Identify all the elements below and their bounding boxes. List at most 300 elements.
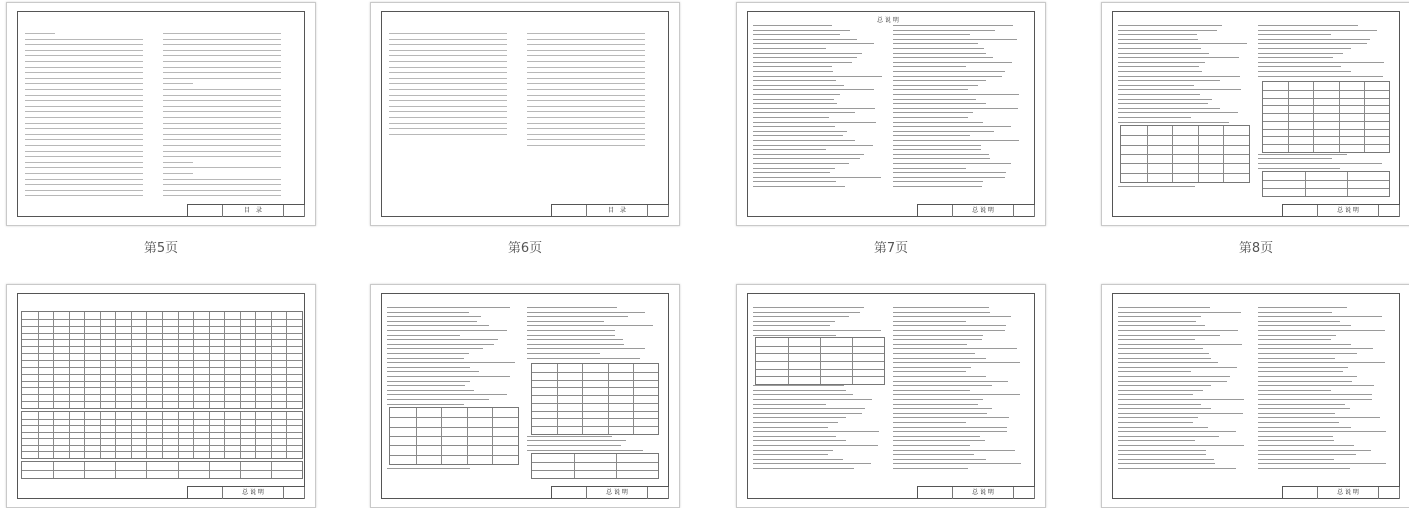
text-line <box>163 156 281 157</box>
text-line <box>1258 321 1340 322</box>
text-line <box>25 39 143 40</box>
text-line <box>163 89 281 90</box>
text-line <box>893 468 968 469</box>
page-cell-11 <box>736 284 1046 508</box>
text-line <box>753 94 840 95</box>
text-line <box>753 135 843 136</box>
text-line <box>753 30 850 31</box>
text-line <box>893 427 1007 428</box>
text-line <box>893 112 973 113</box>
text-line <box>753 108 875 109</box>
text-line <box>893 307 989 308</box>
text-line <box>893 385 992 386</box>
text-line <box>1258 344 1351 345</box>
text-line <box>893 413 987 414</box>
page-cell-10 <box>370 284 680 508</box>
text-line <box>753 163 849 164</box>
text-line <box>1118 112 1238 113</box>
text-line <box>527 358 640 359</box>
text-line <box>1118 399 1244 400</box>
text-line <box>1118 117 1191 118</box>
text-line <box>389 117 507 118</box>
text-line <box>387 353 469 354</box>
text-line <box>753 321 835 322</box>
text-line <box>753 399 872 400</box>
text-line <box>1118 312 1241 313</box>
text-line <box>387 335 460 336</box>
text-line <box>1118 48 1201 49</box>
text-line <box>753 312 860 313</box>
text-line <box>163 162 193 163</box>
text-line <box>1118 440 1195 441</box>
text-line <box>527 134 645 135</box>
text-line <box>1118 39 1198 40</box>
text-line <box>163 78 281 79</box>
text-line <box>893 158 990 159</box>
title-block <box>917 204 1035 217</box>
text-line <box>753 34 840 35</box>
text-line <box>753 427 828 428</box>
text-line <box>163 50 281 51</box>
text-line <box>163 39 281 40</box>
text-line <box>387 371 479 372</box>
text-line <box>389 89 507 90</box>
text-line <box>753 66 832 67</box>
text-line <box>1258 436 1333 437</box>
page-thumbnail-7[interactable] <box>736 2 1046 226</box>
text-line <box>163 184 281 185</box>
page-cell-12 <box>1101 284 1409 508</box>
text-line <box>1258 358 1335 359</box>
text-line <box>1118 25 1222 26</box>
text-line <box>1118 348 1203 349</box>
text-line <box>25 72 143 73</box>
text-line <box>1118 330 1238 331</box>
text-line <box>1258 34 1331 35</box>
text-line <box>1258 348 1373 349</box>
text-line <box>753 408 865 409</box>
page-label: 第6页 <box>507 241 543 256</box>
text-line <box>753 330 881 331</box>
text-line <box>1258 381 1352 382</box>
text-line <box>25 95 143 96</box>
text-line <box>387 307 510 308</box>
text-line <box>387 312 469 313</box>
text-line <box>527 325 653 326</box>
text-line <box>1118 463 1215 464</box>
text-line <box>527 353 600 354</box>
text-line <box>527 89 645 90</box>
text-line <box>527 335 615 336</box>
text-line <box>1118 89 1241 90</box>
text-line <box>753 431 879 432</box>
text-line <box>893 149 981 150</box>
text-line <box>753 186 845 187</box>
text-line <box>753 117 829 118</box>
text-line <box>893 71 1005 72</box>
text-line <box>753 459 843 460</box>
text-line <box>893 25 1013 26</box>
text-line <box>753 154 864 155</box>
page-thumbnail-8[interactable] <box>1101 2 1409 226</box>
table-block <box>531 453 659 479</box>
text-line <box>1258 394 1372 395</box>
text-line <box>753 149 826 150</box>
text-line <box>1118 57 1239 58</box>
text-line <box>893 145 981 146</box>
text-line <box>1118 321 1196 322</box>
text-line <box>25 195 143 196</box>
text-line <box>1118 436 1219 437</box>
title-block-text: 总 说 明 <box>1318 205 1379 217</box>
text-line <box>1258 76 1383 77</box>
text-line <box>753 413 862 414</box>
page-label: 第7页 <box>873 241 909 256</box>
text-line <box>1118 66 1199 67</box>
text-line <box>753 177 881 178</box>
text-line <box>163 72 281 73</box>
text-line <box>1118 62 1205 63</box>
page-thumbnail-5[interactable] <box>6 2 316 226</box>
text-line <box>893 177 1005 178</box>
text-line <box>1258 339 1331 340</box>
text-line <box>1258 316 1382 317</box>
text-line <box>163 83 193 84</box>
text-line <box>753 445 878 446</box>
text-line <box>387 321 477 322</box>
text-line <box>1118 459 1214 460</box>
text-line <box>1258 325 1351 326</box>
text-line <box>753 43 874 44</box>
text-line <box>753 62 852 63</box>
text-line <box>387 376 510 377</box>
text-line <box>1118 427 1208 428</box>
text-line <box>1258 39 1370 40</box>
text-line <box>1258 440 1334 441</box>
text-line <box>1258 408 1350 409</box>
text-line <box>753 99 834 100</box>
text-line <box>753 385 844 386</box>
text-line <box>893 186 982 187</box>
text-line <box>893 376 986 377</box>
text-line <box>753 71 833 72</box>
text-line <box>389 111 507 112</box>
text-line <box>387 385 465 386</box>
table-block <box>1120 125 1250 183</box>
text-line <box>893 80 986 81</box>
text-line <box>389 67 507 68</box>
text-line <box>753 122 876 123</box>
text-line <box>753 39 857 40</box>
text-line <box>893 436 980 437</box>
text-line <box>1118 408 1211 409</box>
text-line <box>1118 30 1217 31</box>
text-line <box>163 117 281 118</box>
table-block <box>755 337 885 385</box>
text-line <box>753 25 832 26</box>
text-line <box>893 154 989 155</box>
text-line <box>25 61 143 62</box>
text-line <box>1118 362 1218 363</box>
text-line <box>1118 358 1211 359</box>
text-line <box>1118 353 1209 354</box>
text-line <box>25 106 143 107</box>
text-line <box>753 316 849 317</box>
text-line <box>389 95 507 96</box>
text-line <box>893 99 976 100</box>
text-line <box>527 33 645 34</box>
text-line <box>163 33 281 34</box>
text-line <box>1118 422 1193 423</box>
text-line <box>893 108 1018 109</box>
text-line <box>527 61 645 62</box>
text-line <box>527 111 645 112</box>
text-line <box>163 55 281 56</box>
text-line <box>1118 385 1211 386</box>
text-line <box>1258 413 1335 414</box>
text-line <box>753 80 836 81</box>
text-line <box>387 381 470 382</box>
text-line <box>893 94 1019 95</box>
text-line <box>893 330 1005 331</box>
text-line <box>753 440 846 441</box>
text-line <box>163 195 281 196</box>
body-text-lines <box>737 3 1045 225</box>
text-line <box>1118 335 1220 336</box>
text-line <box>1258 71 1351 72</box>
text-line <box>25 190 143 191</box>
text-line <box>1118 316 1201 317</box>
text-line <box>893 358 986 359</box>
text-line <box>893 394 1020 395</box>
text-line <box>389 83 507 84</box>
text-line <box>163 106 281 107</box>
text-line <box>527 307 617 308</box>
page-thumbnail-9[interactable] <box>6 284 316 508</box>
text-line <box>527 67 645 68</box>
page-cell-7 <box>736 2 1046 258</box>
text-line <box>25 111 143 112</box>
text-line <box>389 134 507 135</box>
title-block <box>917 486 1035 499</box>
text-line <box>893 431 1007 432</box>
text-line <box>25 139 143 140</box>
text-line <box>893 89 968 90</box>
text-line <box>387 344 494 345</box>
page-thumbnail-12[interactable] <box>1101 284 1409 508</box>
text-line <box>753 103 837 104</box>
text-line <box>1118 404 1201 405</box>
text-line <box>753 168 835 169</box>
text-line <box>753 307 864 308</box>
body-text-lines <box>371 285 679 507</box>
body-text-lines <box>1102 3 1409 225</box>
text-line <box>1118 122 1229 123</box>
text-line <box>893 371 966 372</box>
text-line <box>1118 454 1206 455</box>
text-line <box>893 325 1006 326</box>
page-cell-8 <box>1101 2 1409 258</box>
text-line <box>893 85 978 86</box>
text-line <box>893 135 970 136</box>
text-line <box>753 126 835 127</box>
text-line <box>163 100 281 101</box>
text-line <box>163 95 281 96</box>
text-line <box>527 95 645 96</box>
text-line <box>753 404 826 405</box>
text-line <box>753 468 854 469</box>
text-line <box>527 55 645 56</box>
text-line <box>527 123 645 124</box>
table-block <box>21 311 303 409</box>
text-line <box>1258 454 1356 455</box>
text-line <box>893 417 1009 418</box>
title-block <box>551 486 669 499</box>
text-line <box>389 39 507 40</box>
text-line <box>753 53 862 54</box>
title-block <box>187 486 305 499</box>
text-line <box>1118 325 1205 326</box>
text-line <box>893 404 978 405</box>
page-label: 第8页 <box>1238 241 1274 256</box>
title-block <box>187 204 305 217</box>
text-line <box>1118 80 1220 81</box>
text-line <box>527 312 645 313</box>
text-line <box>389 106 507 107</box>
text-line <box>527 44 645 45</box>
text-line <box>1258 367 1348 368</box>
text-line <box>893 122 983 123</box>
text-line <box>527 339 623 340</box>
text-line <box>893 168 966 169</box>
text-line <box>1118 43 1247 44</box>
text-line <box>163 139 281 140</box>
text-line <box>1258 57 1333 58</box>
text-line <box>1258 450 1371 451</box>
text-line <box>527 440 626 441</box>
text-line <box>1118 445 1244 446</box>
text-line <box>1258 66 1341 67</box>
text-line <box>893 163 1011 164</box>
text-line <box>893 312 990 313</box>
text-line <box>25 145 143 146</box>
text-line <box>25 184 143 185</box>
text-line <box>25 100 143 101</box>
text-line <box>387 404 464 405</box>
toc-text-lines <box>7 3 315 225</box>
text-line <box>893 459 986 460</box>
text-line <box>387 468 470 469</box>
text-line <box>1118 186 1195 187</box>
page-cell-5 <box>6 2 316 258</box>
text-line <box>753 436 836 437</box>
text-line <box>527 83 645 84</box>
text-line <box>1258 330 1385 331</box>
text-line <box>893 445 970 446</box>
text-line <box>387 390 474 391</box>
text-line <box>893 362 1020 363</box>
page-thumbnail-6[interactable] <box>370 2 680 226</box>
text-line <box>893 463 1021 464</box>
text-line <box>1118 390 1203 391</box>
title-block-text: 总 说 明 <box>223 487 284 499</box>
table-block <box>1262 81 1390 153</box>
page-cell-9 <box>6 284 316 508</box>
text-line <box>25 89 143 90</box>
text-line <box>527 139 645 140</box>
text-line <box>753 394 853 395</box>
text-line <box>753 145 873 146</box>
text-line <box>753 48 826 49</box>
text-line <box>893 66 966 67</box>
text-line <box>25 167 143 168</box>
text-line <box>893 140 1019 141</box>
text-line <box>387 362 515 363</box>
text-line <box>527 145 645 146</box>
text-line <box>1258 404 1345 405</box>
text-line <box>25 50 143 51</box>
text-line <box>893 399 983 400</box>
page-cell-6 <box>370 2 680 258</box>
text-line <box>893 339 982 340</box>
text-line <box>1118 431 1236 432</box>
text-line <box>25 67 143 68</box>
text-line <box>1118 381 1227 382</box>
text-line <box>1258 335 1336 336</box>
text-line <box>1118 468 1236 469</box>
text-line <box>527 348 645 349</box>
text-line <box>527 100 645 101</box>
text-line <box>1258 371 1343 372</box>
text-line <box>1258 399 1372 400</box>
table-block <box>21 461 303 479</box>
text-line <box>163 67 281 68</box>
text-line <box>25 128 143 129</box>
text-line <box>163 190 281 191</box>
text-line <box>893 117 968 118</box>
text-line <box>389 33 507 34</box>
text-line <box>1118 76 1240 77</box>
text-line <box>893 181 983 182</box>
title-block-text: 总 说 明 <box>587 487 648 499</box>
text-line <box>893 43 978 44</box>
text-line <box>25 162 143 163</box>
text-line <box>527 344 624 345</box>
text-line <box>893 30 995 31</box>
text-line <box>893 454 974 455</box>
text-line <box>893 422 966 423</box>
text-line <box>1258 53 1343 54</box>
page-thumbnail-10[interactable] <box>370 284 680 508</box>
text-line <box>893 321 966 322</box>
text-line <box>1258 158 1332 159</box>
title-block-text: 总 说 明 <box>1318 487 1379 499</box>
text-line <box>25 179 143 180</box>
text-line <box>893 76 1002 77</box>
text-line <box>753 131 847 132</box>
text-line <box>1258 422 1339 423</box>
text-line <box>527 106 645 107</box>
text-line <box>389 61 507 62</box>
text-line <box>25 173 143 174</box>
text-line <box>163 179 281 180</box>
table-block <box>389 407 519 465</box>
page-thumbnail-11[interactable] <box>736 284 1046 508</box>
title-block <box>1282 486 1400 499</box>
text-line <box>1118 85 1194 86</box>
text-line <box>387 399 489 400</box>
text-line <box>753 325 830 326</box>
